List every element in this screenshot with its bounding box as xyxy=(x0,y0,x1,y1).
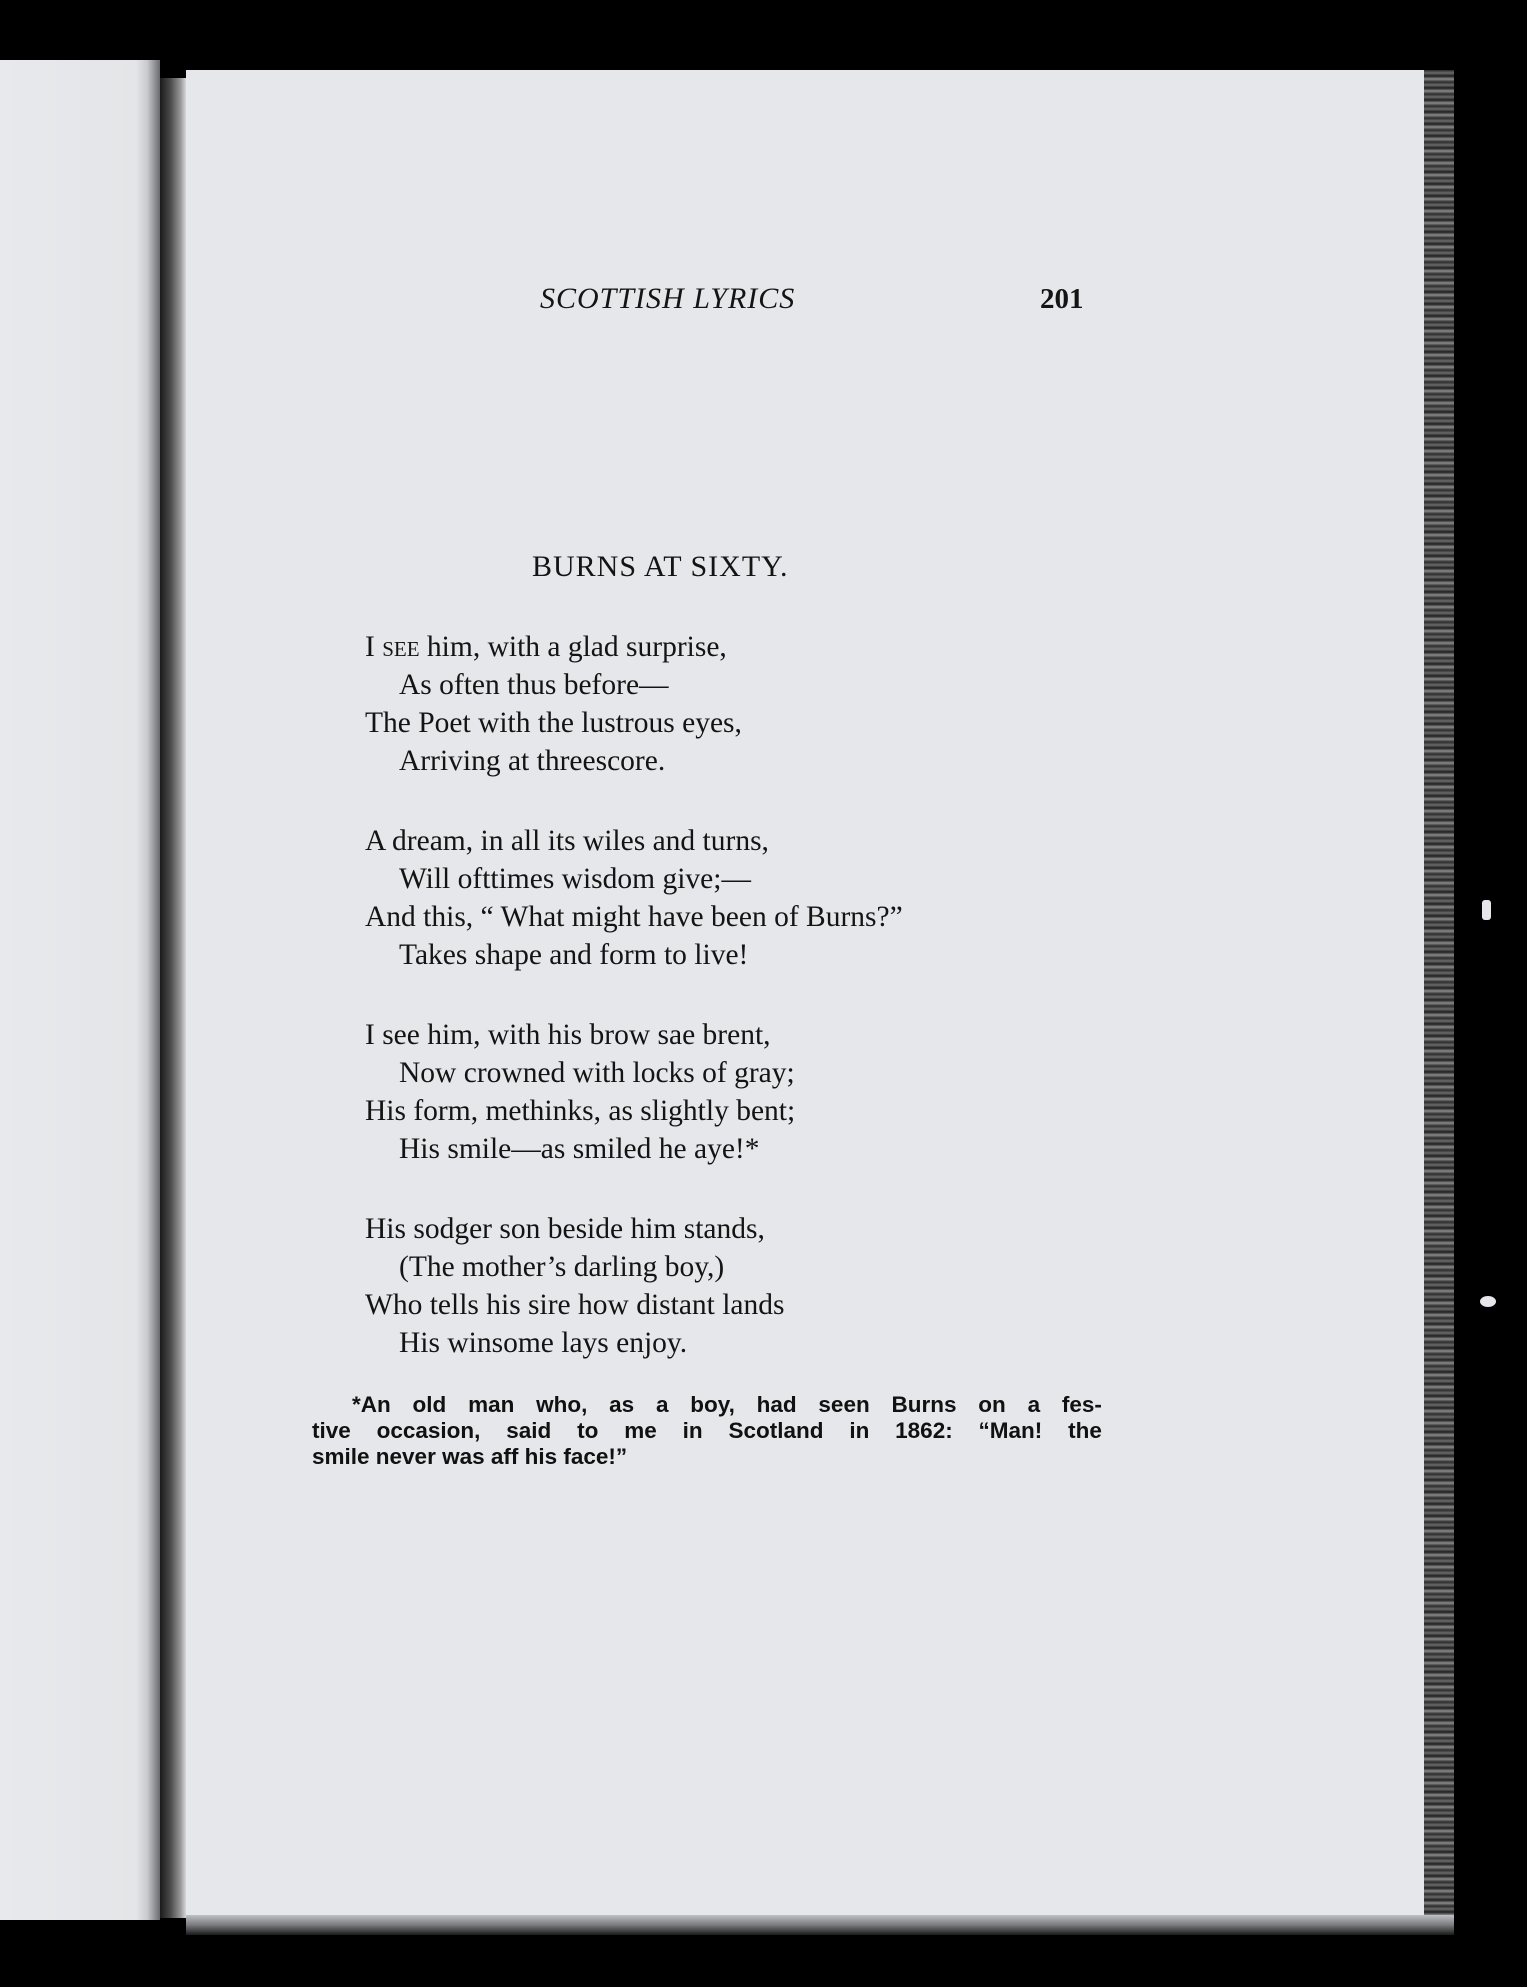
stanza-3 xyxy=(365,1016,1125,1168)
left-page-edge xyxy=(0,60,160,1920)
footnote-word: as xyxy=(609,1392,635,1417)
margin-mark xyxy=(1482,900,1491,920)
poem-line: His smile—as smiled he aye!* xyxy=(399,1133,760,1165)
footnote-word: in xyxy=(849,1418,870,1443)
footnote-word: boy, xyxy=(690,1392,735,1417)
footnote-word: tive xyxy=(312,1418,351,1443)
footnote-word: fes- xyxy=(1061,1392,1102,1417)
margin-mark xyxy=(1480,1296,1496,1307)
footnote-line-1 xyxy=(312,1392,1102,1418)
poem-line: His form, methinks, as slightly bent; xyxy=(365,1095,796,1127)
poem-line: (The mother’s darling boy,) xyxy=(399,1251,725,1283)
poem-line: Now crowned with locks of gray; xyxy=(399,1057,795,1089)
poem-line: Who tells his sire how distant lands xyxy=(365,1289,785,1321)
footnote-word: to xyxy=(577,1418,599,1443)
poem-line: Takes shape and form to live! xyxy=(399,939,749,971)
footnote-word: me xyxy=(624,1418,657,1443)
footnote xyxy=(312,1392,1102,1470)
poem-line: And this, “ What might have been of Burns?” xyxy=(365,901,903,933)
page-number: 201 xyxy=(1040,283,1084,315)
footnote-word: occasion, xyxy=(376,1418,481,1443)
stanza-1 xyxy=(365,628,1125,780)
poem-line xyxy=(365,628,1125,666)
poem-title: BURNS AT SIXTY. xyxy=(532,550,789,583)
footnote-word: “Man! xyxy=(978,1418,1043,1443)
footnote-word: 1862: xyxy=(895,1418,953,1443)
poem-line-text: him, with a glad surprise, xyxy=(426,631,727,663)
footnote-word: in xyxy=(682,1418,703,1443)
footnote-word: the xyxy=(1068,1418,1102,1443)
small-caps-word: see xyxy=(382,631,420,663)
poem-line: Will ofttimes wisdom give;— xyxy=(399,863,751,895)
footnote-line-3: smile never was aff his face!” xyxy=(312,1444,628,1469)
drop-initial: I xyxy=(365,631,375,663)
footnote-word: said xyxy=(506,1418,552,1443)
footnote-word: a xyxy=(655,1392,669,1417)
poem-line: His winsome lays enjoy. xyxy=(399,1327,688,1359)
footnote-word: seen xyxy=(818,1392,870,1417)
footnote-word: Scotland xyxy=(728,1418,824,1443)
poem-body xyxy=(365,628,1125,1404)
stanza-2 xyxy=(365,822,1125,974)
page-bottom-edge xyxy=(186,1915,1454,1935)
footnote-word: *An xyxy=(352,1392,391,1417)
footnote-line-2 xyxy=(312,1418,1102,1444)
footnote-word: old xyxy=(412,1392,447,1417)
footnote-word: had xyxy=(756,1392,797,1417)
footnote-word: who, xyxy=(536,1392,588,1417)
book-gutter xyxy=(160,78,186,1918)
footnote-word: man xyxy=(468,1392,515,1417)
running-title: SCOTTISH LYRICS xyxy=(540,282,796,315)
poem-line: As often thus before— xyxy=(399,669,669,701)
footnote-word: Burns xyxy=(891,1392,957,1417)
poem-line: The Poet with the lustrous eyes, xyxy=(365,707,742,739)
poem-line: Arriving at threescore. xyxy=(399,745,666,777)
poem-line: A dream, in all its wiles and turns, xyxy=(365,825,769,857)
poem-line: I see him, with his brow sae brent, xyxy=(365,1019,771,1051)
page-stack-edge xyxy=(1424,70,1454,1920)
poem-line: His sodger son beside him stands, xyxy=(365,1213,765,1245)
footnote-word: a xyxy=(1027,1392,1041,1417)
stanza-4 xyxy=(365,1210,1125,1362)
footnote-word: on xyxy=(978,1392,1006,1417)
